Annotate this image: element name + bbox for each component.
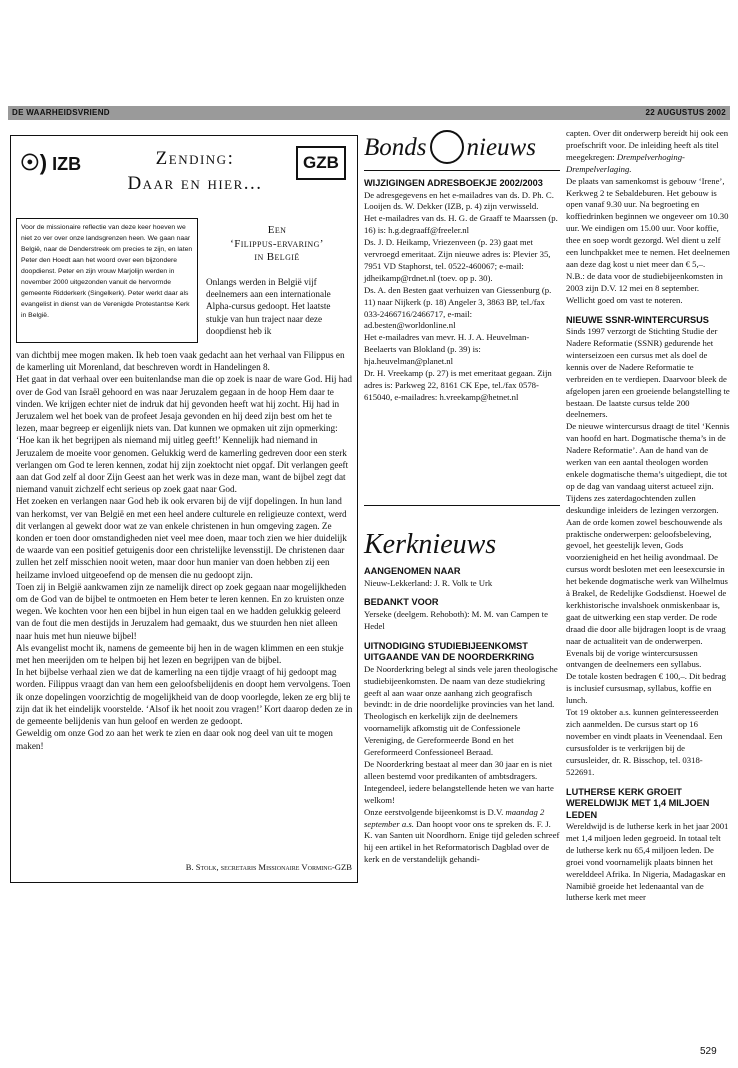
zending-title: Zending: Daar en hier... <box>127 148 263 194</box>
paragraph: Ds. J. D. Heikamp, Vriezenveen (p. 23) gaat met vervroegd emeritaat. Zijn nieuwe adres is: Plevier 35, 7951 VD Staphorst, tel. 0522-460067; e-mail: jdheikamp@rdnet.nl (toev. op p. 30). <box>364 237 551 283</box>
paragraph: De Noorderkring bestaat al meer dan 30 jaar en is niet alleen bestemd voor predikanten of ambtsdragers. Integendeel, iedere belangstellende heten we van harte welkom! <box>364 758 554 805</box>
paragraph: Evenals bij de vorige wintercursussen ontvangen de deelnemers een syllabus. <box>566 647 702 670</box>
paragraph: Geweldig om onze God zo aan het werk te zien en daar ook nog deel van uit te mogen maken! <box>16 728 333 751</box>
lead-paragraph: Onlangs werden in België vijf deelnemers aan een internationale Alpha-cursus gedoopt. Het laatste stukje van hun traject naar deze doopdienst heb ik <box>206 277 331 336</box>
section-heading: WIJZIGINGEN ADRESBOEKJE 2002/2003 <box>364 178 543 188</box>
section-heading: NIEUWE SSNR-WINTERCURSUS <box>566 314 709 325</box>
paragraph: Het e-mailadres van mevr. H. J. A. Heuvelman-Beelaerts van Blokland (p. 39) is: hja.heuvelman@planet.nl <box>364 332 530 367</box>
article-subtitle: Een ‘Filippus-ervaring’ in België <box>230 224 324 263</box>
bonds-emblem-icon <box>430 130 464 164</box>
section-heading: UITNODIGING STUDIEBIJEENKOMST UITGAANDE VAN DE NOORDERKRING <box>364 640 535 663</box>
paragraph: De totale kosten bedragen € 100,–. Dit bedrag is inclusief cursusmap, syllabus, koffie en lunch. <box>566 671 726 706</box>
paragraph: Het e-mailadres van ds. H. G. de Graaff te Maarssen (p. 16) is: h.g.degraaff@freeler.nl <box>364 213 558 236</box>
divider <box>364 505 560 506</box>
bondsnieuws-body <box>364 178 560 404</box>
paragraph: Toen zij in België aankwamen zijn ze namelijk direct op zoek gegaan naar mogelijkheden om de God van de bijbel te ontmoeten en Hem beter te leren kennen. En zo kruisten onze wegen. We kochten voor hen een bijbel in hun eigen taal en we hadden gelukkig geleerd van de fout die men destijds in Jeruzalem had gemaakt, dus we stuurden hen niet alleen naar huis met hun nieuwe bijbel! <box>16 581 347 641</box>
zending-body <box>16 349 354 752</box>
paragraph: van dichtbij mee mogen maken. Ik heb toen vaak gedacht aan het verhaal van Filippus en de kamerling uit Morenland, dat beschreven wordt in Handelingen 8. <box>16 350 345 373</box>
paragraph: Wereldwijd is de lutherse kerk in het jaar 2001 met 1,4 miljoen leden gegroeid. In totaal telt de lutherse kerk nu 65,4 miljoen leden. De groei vond voornamelijk plaats binnen het werelddeel Afrika. In Nigeria, Madagaskar en Namibië groeide het ledenaantal van de lutherse kerk met meer <box>566 821 729 903</box>
section-heading: AANGENOMEN NAAR <box>364 566 461 576</box>
paragraph: De adresgegevens en het e-mailadres van ds. D. Ph. C. Looijen ds. W. Dekker (IZB, p. 4) zijn verwisseld. <box>364 189 554 212</box>
paragraph: De nieuwe wintercursus draagt de titel ‘Kennis van hoofd en hart. Dogmatische thema’s in de Nadere Reformatie’. Aan de hand van de werken van een aantal theologen worden enkele dogmatische thema’s uitgediept, die tot op de dag van vandaag uiterst actueel zijn. Tijdens zes zaterdagochtenden zullen deskundige inleiders de lezingen verzorgen. Aan de orde komen zowel beschouwende als praktische onderwerpen: geloofsbeleving, gevoel, het geestelijk leven, Gods voorzienigheid en het heilig avondmaal. De cursus wordt besloten met een leesexcursie in het bekende dogmatische werk van Wilhelmus à Brakel, de Redelijke Godsdienst. Hoewel de kerkhistorische invalshoek onmiskenbaar is, gaat de uitwerking een stap verder. De rode draad die door alle bijdragen loopt is de vraag naar de actualiteit van de onderwerpen. <box>566 421 730 646</box>
paragraph: Als evangelist mocht ik, namens de gemeente bij hen in de wagen klimmen en een stukje met hen meerijden om te helpen bij het lezen en begrijpen van de bijbel. <box>16 642 344 666</box>
izb-logo: ☉) IZB <box>20 150 82 175</box>
issue-date: 22 AUGUSTUS 2002 <box>645 108 726 117</box>
paragraph: Dr. H. Vreekamp (p. 27) is met emeritaat gegaan. Zijn adres is: Parkweg 22, 8161 CK Epe, tel./fax 0578-615040, e-mailadres: h.vreekamp@hetnet.nl <box>364 368 552 402</box>
izb-mark-icon: ☉) <box>20 150 48 175</box>
paragraph: capten. Over dit onderwerp bereidt hij ook een proefschrift voor. De inleiding heeft als titel meegekregen: Drempelverhoging-Drempelverlaging. <box>566 128 729 174</box>
paragraph: Tot 19 oktober a.s. kunnen geïnteresseerden zich aanmelden. De cursus start op 16 november en vindt plaats in Veenendaal. Een cursusfolder is te verkrijgen bij de cursusleider, dr. R. Bisschop, tel. 0318-522691. <box>566 707 723 777</box>
intro-box: Voor de missionaire reflectie van deze keer hoeven we niet zo ver over onze landsgrenzen heen. We gaan naar België, naar de Denderstreek om precies te zijn, en laten Peter den Hoedt aan het woord over een bijzondere doopdienst. Peter en zijn vrouw Marjolijn werden in november 2000 uitgezonden vanuit de hervormde gemeente Ridderkerk (Singelkerk). Peter werkt daar als evangelist in dienst van de Verenigde Protestantse Kerk in België. <box>16 218 198 343</box>
paragraph: Nieuw-Lekkerland: J. R. Volk te Urk <box>364 577 493 588</box>
paragraph: De Noorderkring belegt al sinds vele jaren theologische studiebijeenkomsten. De naam van deze studiekring geeft al aan waar onze aanhang zich geografisch bevindt: in de drie noordelijke provincies van het land. <box>364 663 558 710</box>
paragraph: Yerseke (deelgem. Rehoboth): M. M. van Campen te Hedel <box>364 608 548 631</box>
signature: B. Stolk, secretaris Missionaire Vorming-GZB <box>185 862 352 872</box>
column-three <box>566 128 730 904</box>
paragraph: De plaats van samenkomst is gebouw ‘Irene’, Kerkweg 2 te Sebaldeburen. Het gebouw is open vanaf 9.30 uur. Na begroeting en koffiedrinken beginnen we ongeveer om 10.30 uur. We eindigen om 15.00 uur. Voor koffie, thee en soep wordt gezorgd. Wel dient u zelf een lunchpakket mee te nemen. Het deelnemen aan deze dag kost u niet meer dan € 5,–. <box>566 175 730 269</box>
divider <box>364 170 560 171</box>
gzb-logo: GZB <box>296 146 346 180</box>
page-header-bar <box>8 106 730 120</box>
bondsnieuws-title: Bonds nieuws <box>364 130 560 166</box>
paragraph: N.B.: de data voor de studiebijeenkomsten in 2003 zijn D.V. 12 mei en 8 september. Wellicht goed om vast te noteren. <box>566 270 723 305</box>
paragraph: Onze eerstvolgende bijeenkomst is D.V. maandag 2 september a.s. Dan hoopt voor ons te spreken ds. F. J. K. van Santen uit Noordhorn. Enige tijd geleden schreef hij een artikel in het Reformatorisch Dagblad over de kerk en de verstandelijk gehandi- <box>364 806 560 865</box>
paragraph: Sinds 1997 verzorgt de Stichting Studie der Nadere Reformatie (SSNR) gedurende het winterseizoen een cursus met als doel de kennis over de Nadere Reformatie te verbreiden en te verdiepen. Daarvoor bleek de afgelopen jaren een groeiende belangstelling te bestaan. De laatste cursus telde 200 deelnemers. <box>566 326 730 420</box>
kerknieuws-body <box>364 566 560 866</box>
paragraph: In het bijbelse verhaal zien we dat de kamerling na een tijdje vraagt of hij gedoopt mag worden. Filippus vraagt dan van hem een geloofsbelijdenis en doopt hem vervolgens. Toen ik onze dopelingen voorzichtig de mogelijkheid van de doop voorlegde, leken ze erg blij te zijn dat ik het eindelijk voorstelde. ‘Alsof ik het nooit zou vragen!’ Kort daarop deden ze in de gemeente belijdenis van hun geloof en werden ze gedoopt. <box>16 667 353 727</box>
kerknieuws-title: Kerknieuws <box>364 529 497 560</box>
paragraph: Ds. A. den Besten gaat verhuizen van Giessenburg (p. 11) naar Nijkerk (p. 18) Angeler 3, 3863 BP, tel./fax 033-2466716/2466717, e-mail: ad.besten@worldonline.nl <box>364 284 552 331</box>
paragraph: Het zoeken en verlangen naar God heb ik ook ervaren bij de vijf dopelingen. In hun land van herkomst, ver van België en met een heel andere culturele en religieuze context, werd dit verlangen al gewekt door wat ze van enkele christenen in hun omgeving zagen. Ze konden er toen door omstandigheden niet veel mee doen, maar toch zien we hier duidelijk de waarde van een positief getuigenis door een christelijke levensstijl. De christenen daar zullen het zelf misschien nooit weten, maar door hun manier van doen hebben zij een heilzame invloed uitgeoefend op de mensen die nu gedoopt zijn. <box>16 496 347 580</box>
paragraph: Het gaat in dat verhaal over een buitenlandse man die op zoek is naar de ware God. Hij had over de God van Israël gehoord en was naar Jeruzalem gegaan in de hoop Hem daar te vinden. We krijgen echter niet de indruk dat hij gevonden heeft wat hij zocht. Hij had in Jeruzalem wel het boek van de profeet Jesaja gevonden en hij deed zijn best om het te lezen, maar begreep er eigenlijk niets van. Dat kunnen we opmaken uit zijn opmerking: ‘Hoe kan ik het begrijpen als niemand mij uitleg geeft!’ Kennelijk had niemand in Jeruzalem de moeite voor genomen. Gelukkig werd de kamerling gedreven door een sterk verlangen om God te leren kennen, zodat hij zijn zoektocht niet opgaf. Dit verlangen geeft aan dat God zelf al door Zijn Geest aan het werk was in deze man, want de bijbel zegt dat niemand vanuit zichzelf echt serieus op zoek gaat naar God. <box>16 374 352 495</box>
publication-name: DE WAARHEIDSVRIEND <box>12 108 110 117</box>
section-heading: LUTHERSE KERK GROEIT WERELDWIJK MET 1,4 MILJOEN LEDEN <box>566 786 710 820</box>
page-number: 529 <box>700 1046 717 1057</box>
section-heading: BEDANKT VOOR <box>364 597 439 608</box>
paragraph: Theologisch en kerkelijk zijn de deelnemers voornamelijk afkomstig uit de Confessionele Vereniging, de Gereformeerde Bond en het Gereformeerd Confessioneel Beraad. <box>364 711 521 758</box>
